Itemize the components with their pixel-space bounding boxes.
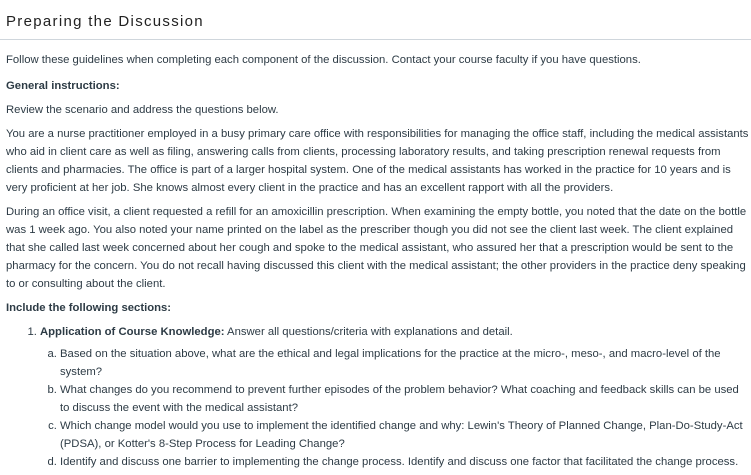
question-item: a. Based on the situation above, what are the ethical and legal implications for the practice at the micro-, meso-, and macro-level of the system? xyxy=(60,345,749,381)
question-item: b. What changes do you recommend to prevent further episodes of the problem behavior? What coaching and feedback skills can be used to discuss the event with the medical assistant? xyxy=(60,381,749,417)
sections-list xyxy=(6,323,749,471)
section-label: Application of Course Knowledge: xyxy=(40,326,225,338)
discussion-content xyxy=(0,51,751,471)
intro-paragraph: Follow these guidelines when completing each component of the discussion. Contact your course faculty if you have questions. xyxy=(6,54,641,66)
page-title: Preparing the Discussion xyxy=(6,13,204,30)
question-list xyxy=(40,345,749,471)
section-description: Answer all questions/criteria with explanations and detail. xyxy=(224,326,513,338)
question-item: c. Which change model would you use to implement the identified change and why: Lewin's Theory of Planned Change, Plan-Do-Study-Act (PDSA), or Kotter's 8-Step Process for Leading Change? xyxy=(60,417,749,453)
general-instructions-heading: General instructions: xyxy=(6,80,120,92)
scenario-paragraph-1: You are a nurse practitioner employed in a busy primary care office with responsibilities for managing the office staff, including the medical assistants who aid in client care as well as filing, answering calls from clients, processing laboratory results, and taking prescription renewal requests from clients and pharmacies. The office is part of a larger hospital system. One of the medical assistants has worked in the practice for 10 years and is very proficient at her job. She knows almost every client in the practice and has an excellent rapport with all the providers. xyxy=(6,128,749,194)
section-item-application xyxy=(40,323,749,471)
title-divider xyxy=(0,39,751,40)
scenario-paragraph-2: During an office visit, a client requested a refill for an amoxicillin prescription. When examining the empty bottle, you noted that the date on the bottle was 1 week ago. You also noted your name printed on the label as the prescriber though you did not see the client last week. The client explained that she called last week concerned about her cough and spoke to the medical assistant, who assured her that a prescription would be sent to the pharmacy for the concern. You do not recall having discussed this client with the medical assistant; the other providers in the practice deny speaking to or consulting about the client. xyxy=(6,206,747,290)
sections-heading: Include the following sections: xyxy=(6,302,172,314)
question-item: d. Identify and discuss one barrier to implementing the change process. Identify and discuss one factor that facilitated the change process. xyxy=(60,453,749,471)
review-instruction: Review the scenario and address the questions below. xyxy=(6,104,279,116)
